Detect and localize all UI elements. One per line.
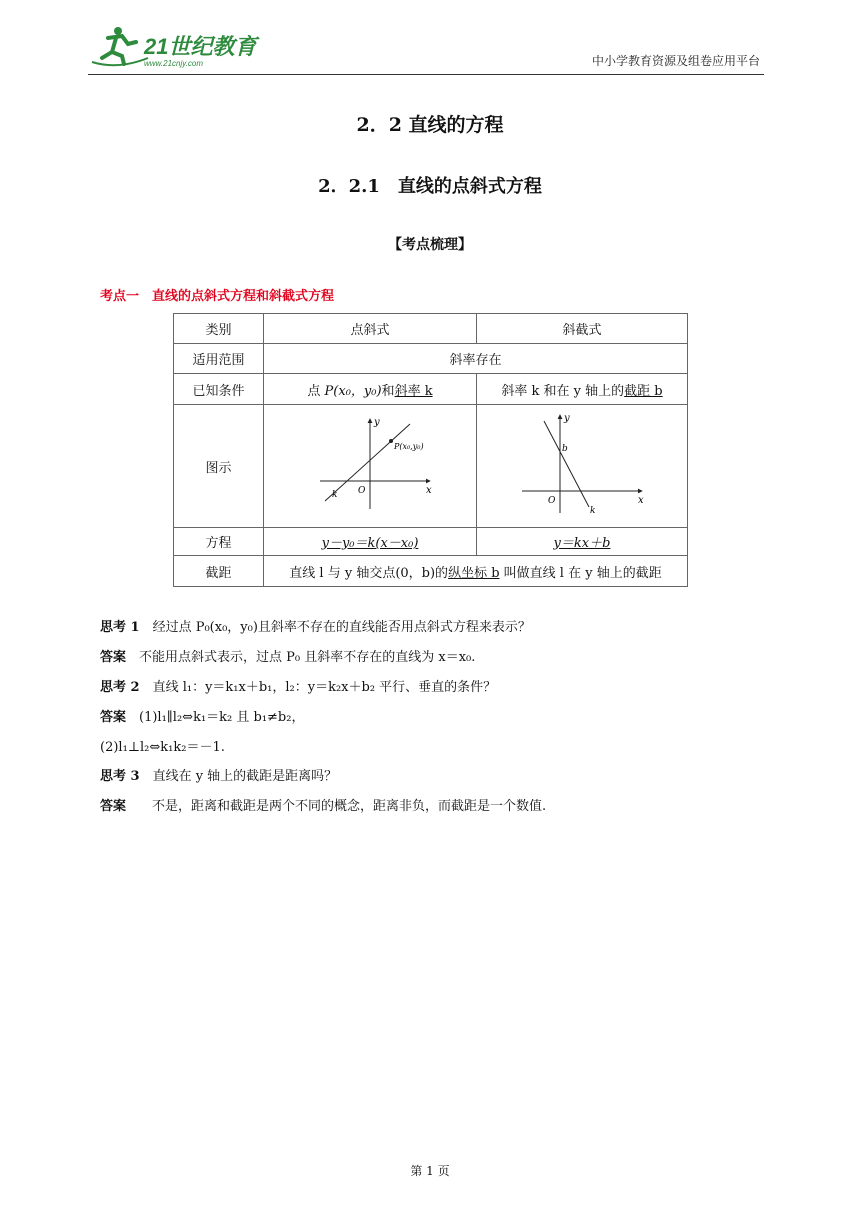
line-l bbox=[325, 424, 410, 501]
qa-label: 答案 bbox=[100, 710, 127, 725]
table-header-slope-intercept: 斜截式 bbox=[477, 314, 688, 344]
intercept-post: 叫做直线 l 在 y 轴上的截距 bbox=[499, 565, 662, 581]
header-platform-text: 中小学教育资源及组卷应用平台 bbox=[591, 54, 760, 68]
x-axis-label: x bbox=[638, 495, 644, 506]
point-label: P(x₀,y₀) bbox=[394, 442, 424, 451]
runner-icon bbox=[92, 27, 148, 65]
think-1 bbox=[100, 616, 531, 635]
page-title: 2．2 直线的方程 bbox=[356, 114, 504, 136]
known-slope-intercept bbox=[477, 374, 688, 405]
point-p bbox=[389, 439, 393, 443]
table-row bbox=[174, 344, 688, 374]
known1-pre: 点 bbox=[307, 383, 325, 399]
graph-point-slope bbox=[270, 409, 470, 519]
table-header-category: 类别 bbox=[174, 314, 264, 344]
site-logo bbox=[88, 22, 268, 70]
graph-slope-intercept bbox=[482, 409, 682, 519]
row-label-scope: 适用范围 bbox=[174, 344, 264, 374]
qa-label: 思考 1 bbox=[100, 620, 140, 635]
logo-text: 21世纪教育 bbox=[144, 34, 257, 59]
think-2 bbox=[100, 676, 496, 695]
kaodian-heading: 考点一 直线的点斜式方程和斜截式方程 bbox=[100, 289, 335, 304]
origin-label: O bbox=[358, 486, 366, 496]
eq2-text: y＝kx＋b bbox=[553, 536, 611, 551]
qa-label: 思考 2 bbox=[100, 680, 140, 695]
table-header-point-slope: 点斜式 bbox=[264, 314, 477, 344]
intercept-underlined: 纵坐标 b bbox=[448, 565, 500, 581]
known1-mid: 和 bbox=[381, 383, 395, 399]
slope-label: k bbox=[332, 490, 338, 500]
qa-label: 思考 3 bbox=[100, 769, 140, 784]
origin-label: O bbox=[548, 496, 556, 506]
slope-label: k bbox=[590, 506, 596, 516]
answer-2-cont bbox=[100, 736, 225, 755]
qa-text: (2)l₁⊥l₂⇔k₁k₂＝－1. bbox=[100, 740, 225, 755]
equation-point-slope bbox=[264, 528, 477, 556]
qa-text: (1)l₁∥l₂⇔k₁＝k₂ 且 b₁≠b₂， bbox=[126, 710, 305, 725]
answer-2 bbox=[100, 706, 304, 725]
known2-intercept: 截距 b bbox=[624, 383, 663, 399]
qa-label: 答案 bbox=[100, 650, 127, 665]
known-point-slope bbox=[264, 374, 477, 405]
table-row bbox=[174, 314, 688, 344]
page-subtitle: 2．2.1 直线的点斜式方程 bbox=[318, 176, 542, 197]
known2-pre: 斜率 k 和在 y 轴上的 bbox=[501, 383, 625, 399]
known1-slope: 斜率 k bbox=[394, 383, 433, 399]
page-header bbox=[88, 22, 764, 75]
x-axis-label: x bbox=[426, 485, 432, 496]
section-heading: 【考点梳理】 bbox=[388, 237, 472, 253]
summary-table bbox=[173, 313, 688, 587]
equation-slope-intercept bbox=[477, 528, 688, 556]
row-label-known: 已知条件 bbox=[174, 374, 264, 405]
qa-label: 答案 bbox=[100, 799, 127, 814]
qa-text: 直线 l₁：y＝k₁x＋b₁，l₂：y＝k₂x＋b₂ 平行、垂直的条件？ bbox=[139, 680, 497, 695]
known1-point: P(x₀，y₀) bbox=[324, 383, 382, 399]
row-label-intercept: 截距 bbox=[174, 556, 264, 587]
intercept-definition bbox=[264, 556, 688, 587]
logo-url: www.21cnjy.com bbox=[144, 59, 203, 68]
answer-1 bbox=[100, 646, 475, 665]
table-row bbox=[174, 528, 688, 556]
page-number: 第 1 页 bbox=[410, 1164, 450, 1178]
row-label-graph: 图示 bbox=[174, 405, 264, 528]
y-axis-label: y bbox=[564, 413, 570, 424]
y-axis-label: y bbox=[374, 417, 380, 428]
table-row bbox=[174, 374, 688, 405]
eq1-text: y－y₀＝k(x－x₀) bbox=[321, 536, 419, 551]
answer-3 bbox=[100, 795, 546, 814]
qa-text: 直线在 y 轴上的截距是距离吗？ bbox=[139, 769, 338, 784]
intercept-label: b bbox=[562, 444, 568, 454]
think-3 bbox=[100, 765, 337, 784]
row-label-equation: 方程 bbox=[174, 528, 264, 556]
qa-text: 不能用点斜式表示，过点 P₀ 且斜率不存在的直线为 x＝x₀. bbox=[126, 650, 476, 665]
intercept-pre: 直线 l 与 y 轴交点(0，b)的 bbox=[289, 565, 449, 581]
scope-value: 斜率存在 bbox=[264, 344, 688, 374]
line-l bbox=[544, 421, 589, 507]
table-row bbox=[174, 556, 688, 587]
graph-slope-intercept-cell bbox=[477, 405, 688, 528]
qa-text: 经过点 P₀(x₀，y₀)且斜率不存在的直线能否用点斜式方程来表示？ bbox=[139, 620, 531, 635]
qa-text: 不是，距离和截距是两个不同的概念，距离非负，而截距是一个数值. bbox=[126, 799, 547, 814]
table-row bbox=[174, 405, 688, 528]
graph-point-slope-cell bbox=[264, 405, 477, 528]
